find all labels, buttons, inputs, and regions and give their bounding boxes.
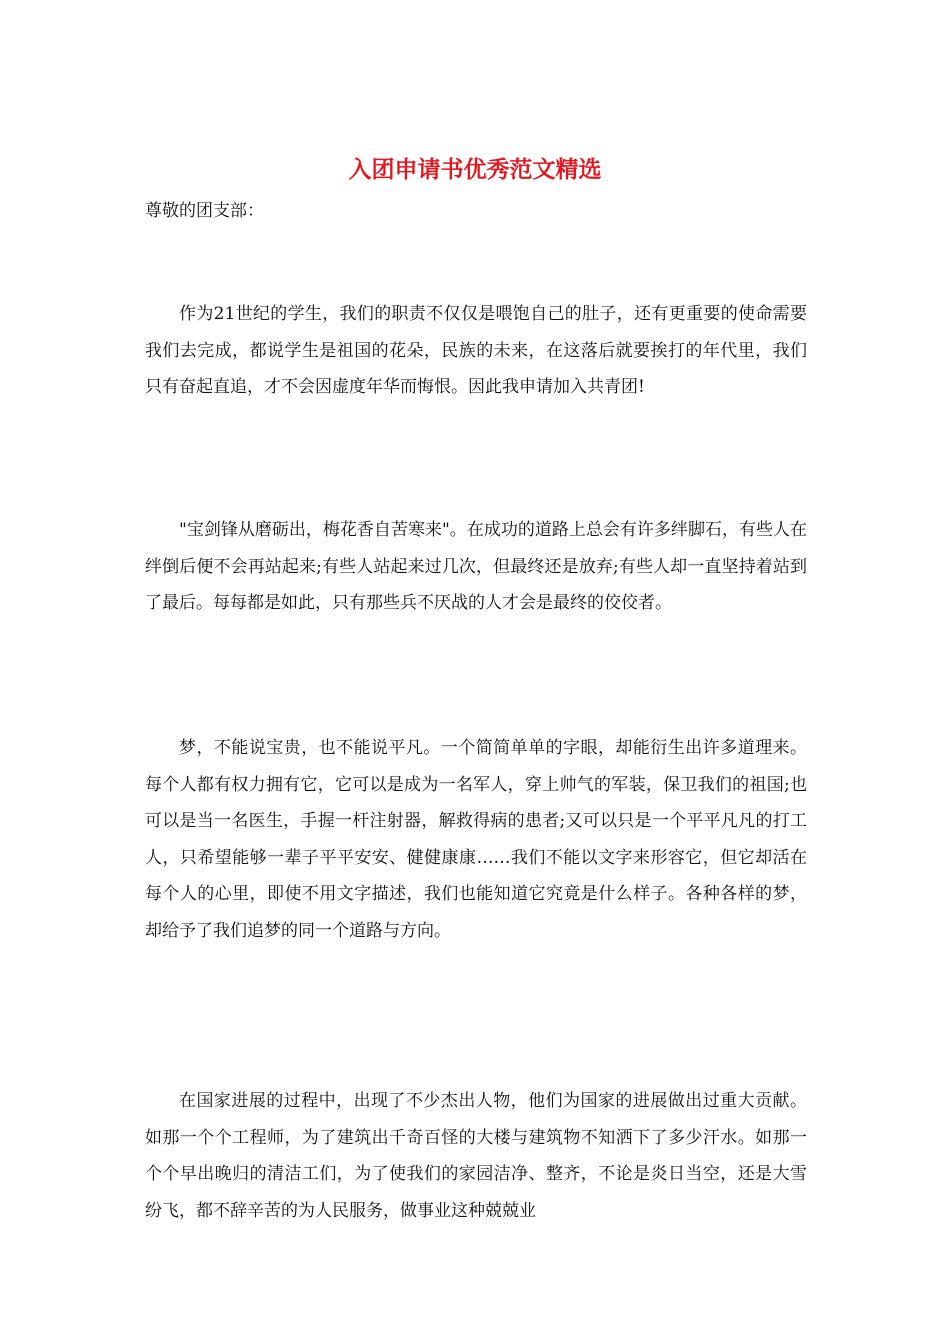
paragraph-1: 作为21世纪的学生，我们的职责不仅仅是喂饱自己的肚子，还有更重要的使命需要我们去完成，都说学生是祖国的花朵，民族的未来，在这落后就要挨打的年代里，我们只有奋起直追，才不会因虚度年华而悔恨。因此我申请加入共青团!: [145, 304, 807, 397]
paragraph-4: 在国家进展的过程中，出现了不少杰出人物，他们为国家的进展做出过重大贡献。如那一个个工程师，为了建筑出千奇百怪的大楼与建筑物不知洒下了多少汗水。如那一个个早出晚归的清洁工们，为了使我们的家园洁净、整齐，不论是炎日当空，还是大雪纷飞，都不辞辛苦的为人民服务，做事业这种兢兢业: [145, 1091, 807, 1221]
paragraph-2: "宝剑锋从磨砺出，梅花香自苦寒来"。在成功的道路上总会有许多绊脚石，有些人在绊倒后便不会再站起来;有些人站起来过几次，但最终还是放弃;有些人却一直坚持着站到了最后。每每都是如此，只有那些兵不厌战的人才会是最终的佼佼者。: [145, 520, 807, 613]
document-title: 入团申请书优秀范文精选: [348, 156, 602, 183]
salutation: 尊敬的团支部：: [145, 201, 264, 221]
paragraph-3: 梦，不能说宝贵，也不能说平凡。一个简简单单的字眼，却能衍生出许多道理来。每个人都有权力拥有它，它可以是成为一名军人，穿上帅气的军装，保卫我们的祖国;也可以是当一名医生，手握一杆注射器，解救得病的患者;又可以只是一个平平凡凡的打工人，只希望能够一辈子平平安安、健健康康……我们不能以文字来形容它，但它却活在每个人的心里，即使不用文字描述，我们也能知道它究竟是什么样子。各种各样的梦，却给予了我们追梦的同一个道路与方向。: [145, 738, 807, 941]
